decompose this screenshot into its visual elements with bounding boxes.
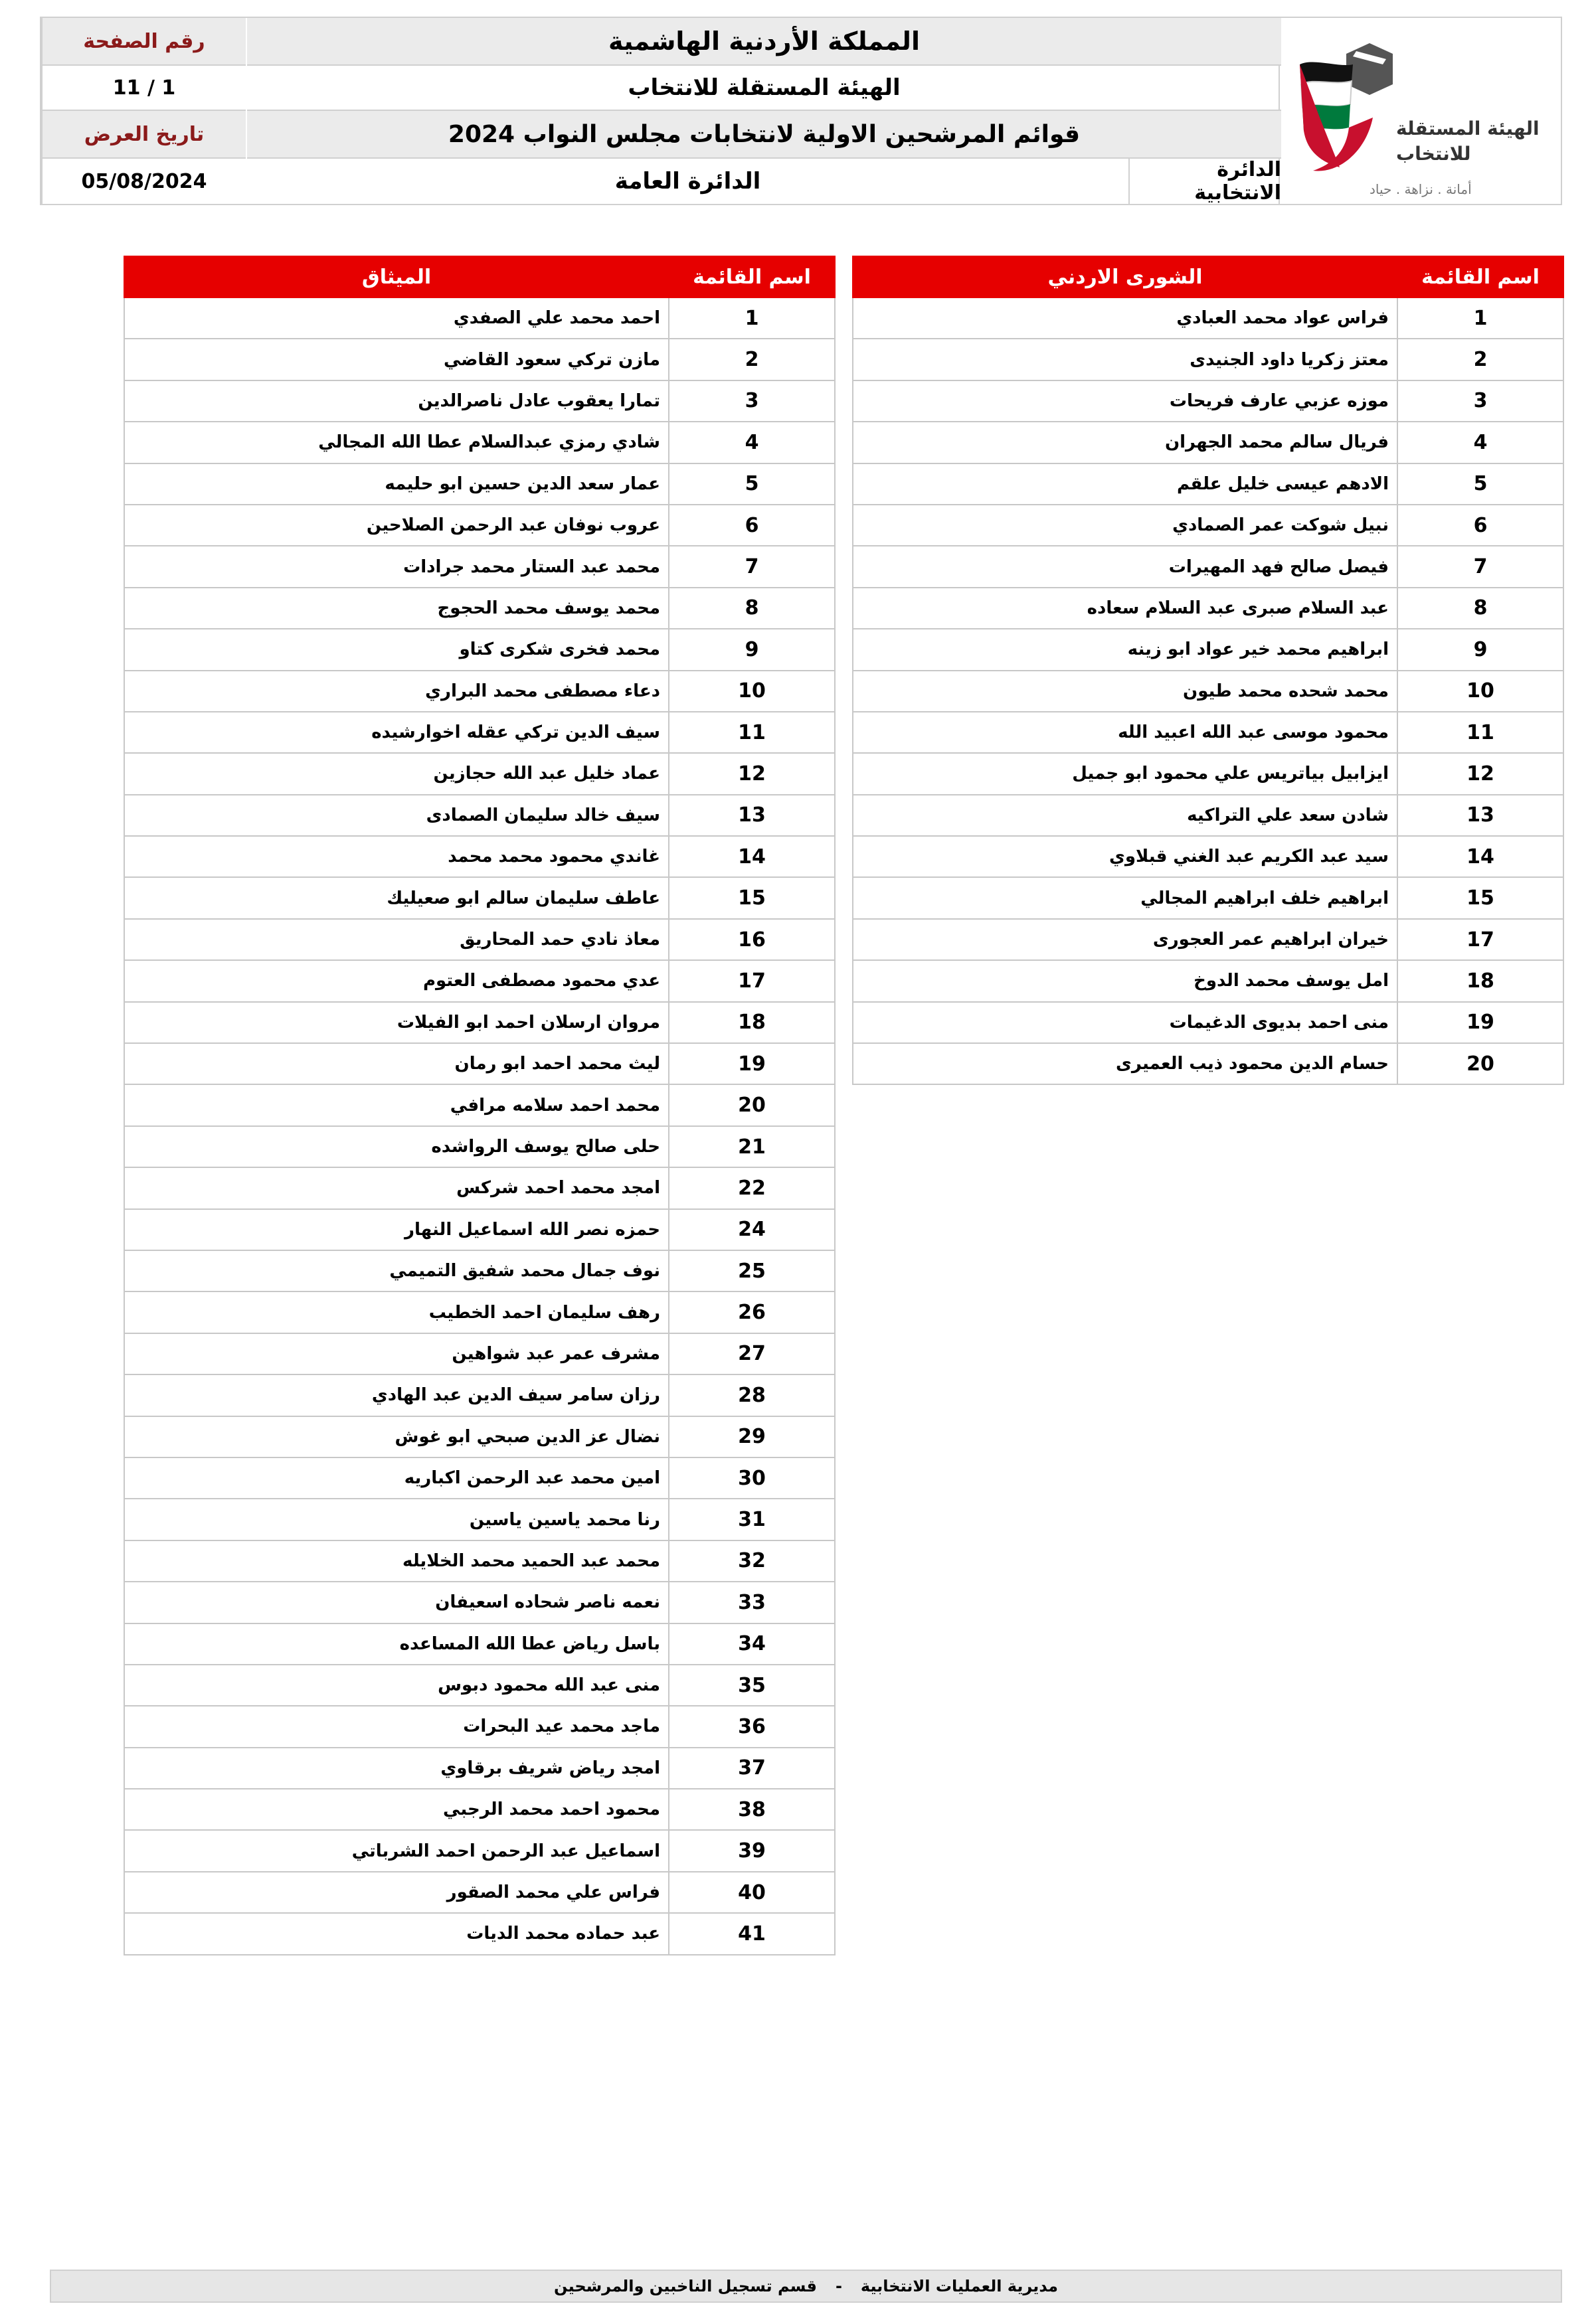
- candidate-name: دعاء مصطفى محمد البراري: [124, 671, 669, 712]
- num-column-header: اسم القائمة: [1397, 256, 1563, 297]
- table-row: [124, 339, 835, 380]
- candidate-name: سيف الدين تركي عقله اخوارشيده: [124, 712, 669, 753]
- candidate-number: 18: [669, 1002, 835, 1043]
- table-row: [124, 1706, 835, 1747]
- table-row: [124, 505, 835, 546]
- candidate-number: 34: [669, 1623, 835, 1665]
- candidate-name: ليث محمد احمد ابو رمان: [124, 1043, 669, 1084]
- candidate-name: مروان ارسلان احمد ابو الفيلات: [124, 1002, 669, 1043]
- num-column-header: اسم القائمة: [669, 256, 835, 297]
- candidate-name: منى عبد الله محمود دبوس: [124, 1665, 669, 1706]
- candidate-name: محمود احمد محمد الرجبي: [124, 1789, 669, 1830]
- list-name-header: الشورى الاردني: [853, 256, 1397, 297]
- candidate-number: 10: [1397, 671, 1563, 712]
- table-row: [124, 1209, 835, 1250]
- table-row: [124, 422, 835, 463]
- display-date-text: 05/08/2024: [81, 169, 207, 193]
- table-row: [853, 297, 1563, 339]
- table-row: [853, 960, 1563, 1001]
- table-row: [124, 1084, 835, 1125]
- candidate-name: سيف خالد سليمان الصمادى: [124, 795, 669, 836]
- candidate-name: محمد يوسف محمد الحجوج: [124, 588, 669, 629]
- table-row: [853, 505, 1563, 546]
- table-row: [124, 1499, 835, 1540]
- logo-motto: أمانة . نزاهة . حياد: [1370, 181, 1472, 197]
- table-row: [853, 877, 1563, 918]
- kingdom-title: المملكة الأردنية الهاشمية: [247, 18, 1281, 66]
- candidate-name: نضال عز الدين صبحي ابو غوش: [124, 1416, 669, 1457]
- table-row: [124, 1002, 835, 1043]
- candidate-name: فراس علي محمد الصقور: [124, 1872, 669, 1913]
- table-row: [853, 836, 1563, 877]
- table-row: [853, 795, 1563, 836]
- candidate-number: 1: [669, 297, 835, 339]
- display-date-value: [43, 159, 246, 204]
- table-row: [124, 960, 835, 1001]
- district-value: الدائرة العامة: [614, 168, 761, 195]
- candidate-number: 19: [669, 1043, 835, 1084]
- candidate-number: 26: [669, 1291, 835, 1333]
- candidate-name: رزان سامر سيف الدين عبد الهادي: [124, 1374, 669, 1416]
- candidates-table-right: [852, 256, 1564, 1085]
- candidate-number: 14: [669, 836, 835, 877]
- candidate-number: 15: [669, 877, 835, 918]
- header-center: [247, 18, 1281, 204]
- candidate-name: شادن سعد علي التراكيه: [853, 795, 1397, 836]
- candidate-name: ابراهيم محمد خير عواد ابو زينه: [853, 629, 1397, 670]
- candidate-number: 12: [1397, 753, 1563, 794]
- ballot-box-flag-icon: [1293, 38, 1406, 177]
- candidate-number: 38: [669, 1789, 835, 1830]
- commission-title: الهيئة المستقلة للانتخاب: [247, 66, 1281, 111]
- table-row: [124, 671, 835, 712]
- candidate-number: 10: [669, 671, 835, 712]
- footer-section: قسم تسجيل الناخبين والمرشحين: [553, 2277, 817, 2295]
- table-row: [124, 1872, 835, 1913]
- table-row: [124, 1457, 835, 1499]
- table-row: [853, 1002, 1563, 1043]
- candidate-number: 19: [1397, 1002, 1563, 1043]
- candidate-name: تمارا يعقوب عادل ناصرالدين: [124, 380, 669, 422]
- candidate-name: عمار سعد الدين حسين ابو حليمه: [124, 463, 669, 505]
- commission-logo: [1279, 18, 1561, 204]
- table-row: [853, 753, 1563, 794]
- candidate-number: 2: [1397, 339, 1563, 380]
- candidate-number: 7: [669, 546, 835, 587]
- candidate-name: محمد عبد الحميد محمد الخلايله: [124, 1540, 669, 1582]
- candidate-name: حلى صالح يوسف الرواشده: [124, 1126, 669, 1167]
- table-row: [124, 380, 835, 422]
- report-title: قوائم المرشحين الاولية لانتخابات مجلس النواب 2024: [247, 111, 1281, 159]
- candidate-number: 9: [669, 629, 835, 670]
- candidate-name: عبد السلام صبرى عبد السلام سعاده: [853, 588, 1397, 629]
- candidate-number: 13: [669, 795, 835, 836]
- candidate-number: 30: [669, 1457, 835, 1499]
- table-row: [124, 1540, 835, 1582]
- candidate-name: معاذ نادي حمد المحاريق: [124, 919, 669, 960]
- candidate-name: شادي رمزي عبدالسلام عطا الله المجالي: [124, 422, 669, 463]
- table-row: [124, 753, 835, 794]
- header-meta: [41, 18, 246, 204]
- table-row: [124, 712, 835, 753]
- candidate-number: 11: [669, 712, 835, 753]
- table-row: [124, 629, 835, 670]
- candidate-name: الادهم عيسى خليل علقم: [853, 463, 1397, 505]
- candidate-number: 29: [669, 1416, 835, 1457]
- candidate-number: 3: [1397, 380, 1563, 422]
- candidate-name: ابراهيم خلف ابراهيم المجالي: [853, 877, 1397, 918]
- table-row: [124, 1374, 835, 1416]
- logo-subtitle: للانتخاب: [1396, 143, 1471, 165]
- table-row: [124, 877, 835, 918]
- candidate-number: 21: [669, 1126, 835, 1167]
- table-row: [124, 1126, 835, 1167]
- candidate-name: منى احمد بديوى الدغيمات: [853, 1002, 1397, 1043]
- table-row: [124, 297, 835, 339]
- candidate-number: 20: [1397, 1043, 1563, 1084]
- candidate-number: 1: [1397, 297, 1563, 339]
- candidate-name: نعمه ناصر شحاده اسعيفان: [124, 1582, 669, 1623]
- candidate-name: محمد شحده محمد طيون: [853, 671, 1397, 712]
- candidate-number: 16: [669, 919, 835, 960]
- table-row: [853, 919, 1563, 960]
- candidate-number: 22: [669, 1167, 835, 1208]
- table-row: [853, 629, 1563, 670]
- candidate-number: 33: [669, 1582, 835, 1623]
- candidate-name: امجد محمد احمد شركس: [124, 1167, 669, 1208]
- page-number-value: [43, 66, 246, 111]
- candidate-name: باسل رياض عطا الله المساعده: [124, 1623, 669, 1665]
- candidate-name: امجد رياض شريف برقاوي: [124, 1748, 669, 1789]
- list-name-header: الميثاق: [124, 256, 669, 297]
- candidate-number: 39: [669, 1830, 835, 1871]
- candidate-name: موزه عزبي عارف فريحات: [853, 380, 1397, 422]
- candidate-number: 4: [1397, 422, 1563, 463]
- table-row: [124, 1789, 835, 1830]
- page-footer: [50, 2270, 1562, 2303]
- page-number-text: 11 / 1: [112, 76, 176, 100]
- table-row: [124, 1582, 835, 1623]
- table-row: [853, 588, 1563, 629]
- candidate-name: محمد عبد الستار محمد جرادات: [124, 546, 669, 587]
- candidate-name: مازن تركي سعود القاضي: [124, 339, 669, 380]
- table-row: [124, 1623, 835, 1665]
- display-date-label: تاريخ العرض: [43, 111, 246, 159]
- candidate-name: اسماعيل عبد الرحمن احمد الشرباتي: [124, 1830, 669, 1871]
- candidate-number: 41: [669, 1913, 835, 1954]
- candidate-number: 2: [669, 339, 835, 380]
- candidate-name: نبيل شوكت عمر الصمادي: [853, 505, 1397, 546]
- candidate-number: 35: [669, 1665, 835, 1706]
- table-header-row: [124, 256, 835, 297]
- candidate-name: عدي محمود مصطفى العتوم: [124, 960, 669, 1001]
- table-row: [124, 1416, 835, 1457]
- candidate-number: 8: [1397, 588, 1563, 629]
- candidate-number: 15: [1397, 877, 1563, 918]
- logo-title: الهيئة المستقلة: [1396, 118, 1540, 139]
- table-row: [124, 1748, 835, 1789]
- candidate-number: 13: [1397, 795, 1563, 836]
- candidate-name: ماجد محمد عيد البحرات: [124, 1706, 669, 1747]
- footer-directorate: مديرية العمليات الانتخابية: [860, 2277, 1059, 2295]
- candidate-name: امين محمد عبد الرحمن اكباريه: [124, 1457, 669, 1499]
- candidate-number: 17: [669, 960, 835, 1001]
- candidate-number: 8: [669, 588, 835, 629]
- table-row: [124, 546, 835, 587]
- candidate-name: احمد محمد علي الصفدي: [124, 297, 669, 339]
- candidate-number: 17: [1397, 919, 1563, 960]
- table-row: [124, 1913, 835, 1954]
- candidate-name: سيد عبد الكريم عبد الغني قبلاوي: [853, 836, 1397, 877]
- candidate-name: فيصل صالح فهد المهيرات: [853, 546, 1397, 587]
- candidate-number: 7: [1397, 546, 1563, 587]
- table-row: [853, 1043, 1563, 1084]
- candidate-name: رنا محمد ياسين ياسين: [124, 1499, 669, 1540]
- candidate-name: رهف سليمان احمد الخطيب: [124, 1291, 669, 1333]
- table-row: [124, 1250, 835, 1291]
- candidate-number: 11: [1397, 712, 1563, 753]
- candidate-number: 5: [1397, 463, 1563, 505]
- candidate-number: 9: [1397, 629, 1563, 670]
- district-row: [247, 159, 1281, 204]
- candidate-name: حسام الدين محمود ذيب العميرى: [853, 1043, 1397, 1084]
- table-row: [853, 380, 1563, 422]
- table-header-row: [853, 256, 1563, 297]
- candidate-number: 24: [669, 1209, 835, 1250]
- table-row: [124, 1830, 835, 1871]
- candidate-number: 12: [669, 753, 835, 794]
- table-row: [124, 919, 835, 960]
- candidate-number: 32: [669, 1540, 835, 1582]
- table-row: [853, 671, 1563, 712]
- table-row: [853, 546, 1563, 587]
- candidate-number: 31: [669, 1499, 835, 1540]
- candidate-name: معتز زكريا داود الجنيدى: [853, 339, 1397, 380]
- candidate-name: محمد فخرى شكرى كتاو: [124, 629, 669, 670]
- table-row: [124, 588, 835, 629]
- table-row: [853, 712, 1563, 753]
- candidate-name: فريال سالم محمد الجهران: [853, 422, 1397, 463]
- candidate-number: 6: [669, 505, 835, 546]
- district-label: الدائرة الانتخابية: [1128, 159, 1281, 204]
- candidate-name: ايزابيل بياتريس علي محمود ابو جميل: [853, 753, 1397, 794]
- page-number-label: رقم الصفحة: [43, 18, 246, 66]
- table-row: [124, 1665, 835, 1706]
- table-body: [124, 297, 835, 1955]
- candidate-number: 6: [1397, 505, 1563, 546]
- candidate-number: 40: [669, 1872, 835, 1913]
- candidate-name: عروب نوفان عبد الرحمن الصلاحين: [124, 505, 669, 546]
- candidate-number: 3: [669, 380, 835, 422]
- candidate-name: امل يوسف محمد الدوخ: [853, 960, 1397, 1001]
- candidate-name: خيران ابراهيم عمر العجورى: [853, 919, 1397, 960]
- candidate-name: محمود موسى عبد الله اعبيد الله: [853, 712, 1397, 753]
- table-row: [124, 1043, 835, 1084]
- candidate-name: عاطف سليمان سالم ابو صعيليك: [124, 877, 669, 918]
- report-header: [40, 17, 1562, 205]
- candidate-name: مشرف عمر عبد شواهين: [124, 1333, 669, 1374]
- candidate-number: 25: [669, 1250, 835, 1291]
- candidate-name: فراس عواد محمد العبادي: [853, 297, 1397, 339]
- candidate-number: 28: [669, 1374, 835, 1416]
- table-row: [124, 1291, 835, 1333]
- candidate-number: 27: [669, 1333, 835, 1374]
- candidate-name: حمزه نصر الله اسماعيل النهار: [124, 1209, 669, 1250]
- table-row: [124, 836, 835, 877]
- table-row: [124, 463, 835, 505]
- candidate-number: 36: [669, 1706, 835, 1747]
- candidate-number: 14: [1397, 836, 1563, 877]
- candidate-number: 4: [669, 422, 835, 463]
- candidates-table-left: [124, 256, 836, 1955]
- table-row: [124, 1167, 835, 1208]
- table-row: [124, 795, 835, 836]
- candidate-number: 18: [1397, 960, 1563, 1001]
- table-body: [853, 297, 1563, 1084]
- candidate-name: عبد حماده محمد الديات: [124, 1913, 669, 1954]
- candidate-name: محمد احمد سلامه مرافي: [124, 1084, 669, 1125]
- candidate-number: 5: [669, 463, 835, 505]
- table-row: [853, 422, 1563, 463]
- table-row: [124, 1333, 835, 1374]
- candidate-name: غاندي محمود محمد محمد: [124, 836, 669, 877]
- table-row: [853, 463, 1563, 505]
- candidate-name: عماد خليل عبد الله حجازين: [124, 753, 669, 794]
- candidate-name: نوف جمال محمد شفيق التميمي: [124, 1250, 669, 1291]
- candidate-number: 20: [669, 1084, 835, 1125]
- footer-separator: -: [835, 2277, 842, 2295]
- candidate-number: 37: [669, 1748, 835, 1789]
- table-row: [853, 339, 1563, 380]
